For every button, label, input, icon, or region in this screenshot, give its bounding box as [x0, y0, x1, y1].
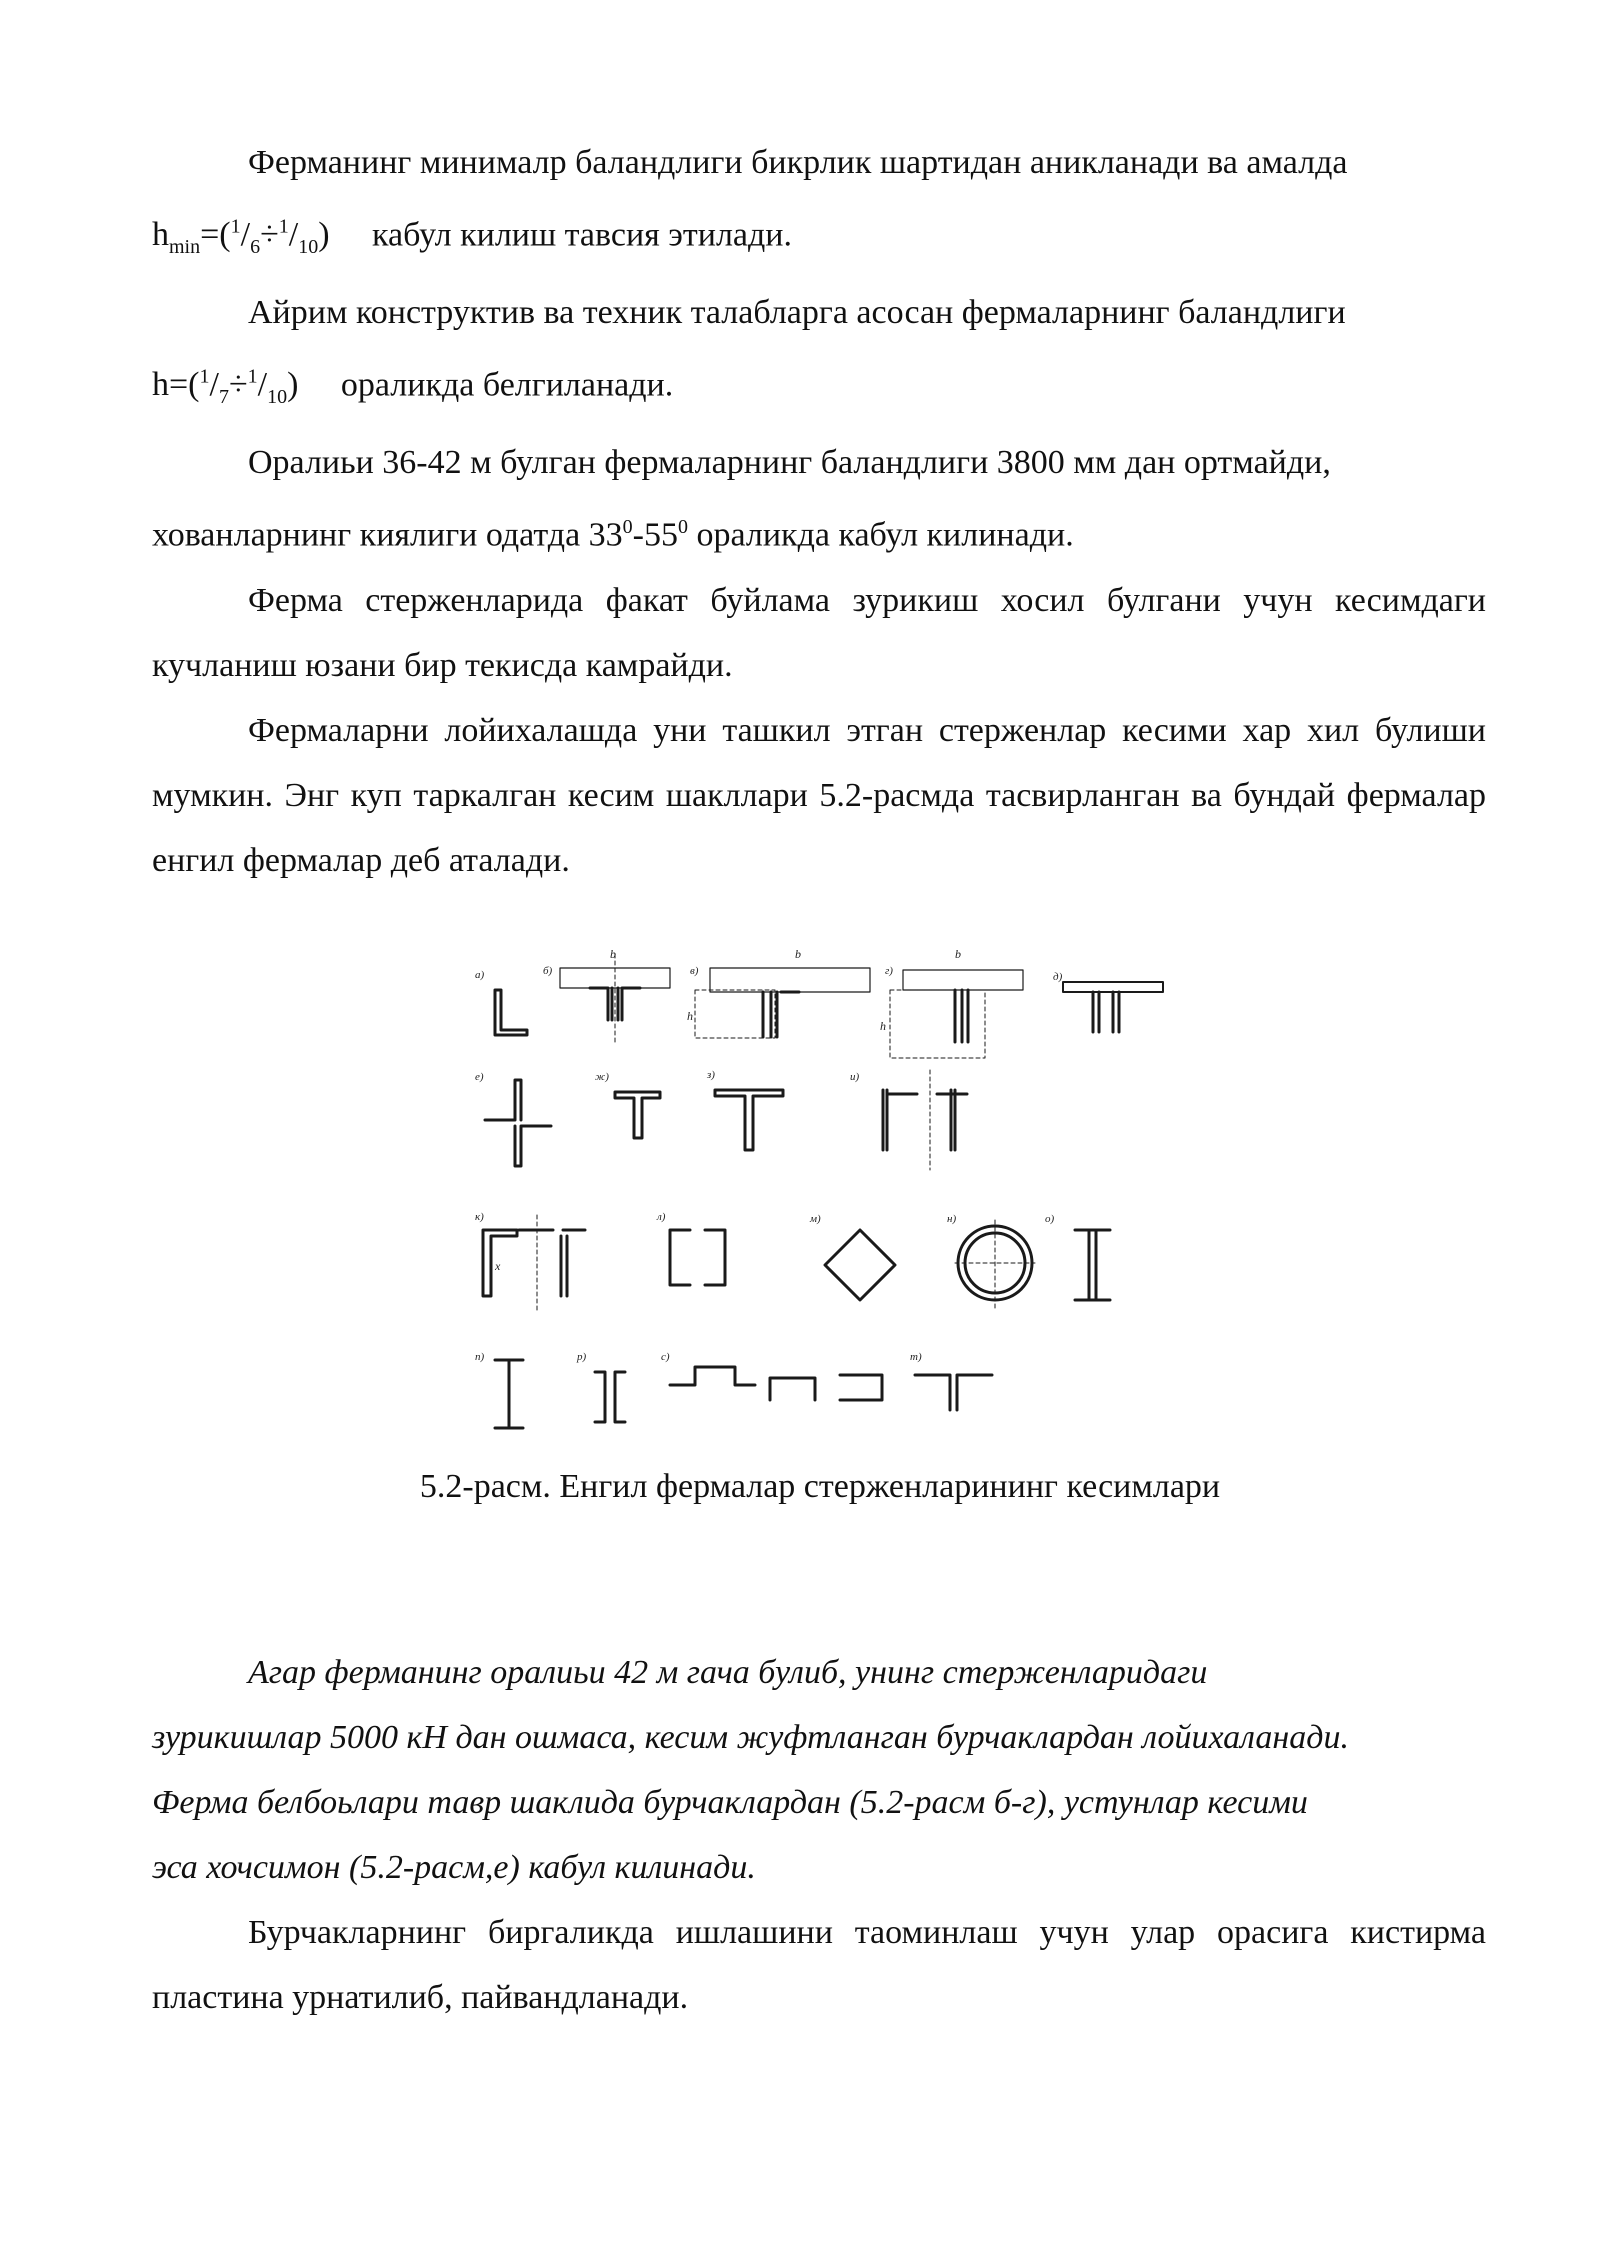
paragraph-1-line-1: Ферманинг минималр баландлиги бикрлик шартидан аникланади ва амалда — [248, 144, 1348, 181]
paragraph-4: Ферма стерженларида факат буйлама зурикиш хосил булгани учун кесимдаги кучланиш юзани бир текисда камрайди. — [152, 581, 1486, 684]
svg-text:ж): ж) — [595, 1071, 609, 1083]
svg-text:h: h — [880, 1019, 886, 1033]
svg-text:з): з) — [707, 1069, 715, 1081]
svg-text:с): с) — [661, 1351, 670, 1363]
figure-label: а) — [475, 969, 485, 981]
italic-line-1: Агар ферманинг оралиьи 42 м гача булиб, унинг стерженларидаги — [248, 1654, 1208, 1691]
svg-text:т): т) — [910, 1351, 922, 1363]
paragraph-1 — [152, 130, 1486, 280]
svg-text:h: h — [687, 1009, 693, 1023]
formula-h: $h=(^1/_7\div^1/_{10})$ — [152, 366, 299, 409]
svg-text:и): и) — [850, 1071, 860, 1083]
paragraph-2 — [152, 280, 1486, 430]
svg-text:в): в) — [690, 965, 699, 977]
figure-cross-sections — [465, 930, 1177, 1450]
svg-text:н): н) — [947, 1213, 957, 1225]
svg-text:о): о) — [1045, 1213, 1055, 1225]
document-page — [152, 130, 1486, 893]
formula-h-min: $h_{min}=(^1/_6\div^1/_{10})$ — [152, 216, 330, 259]
svg-text:п): п) — [475, 1351, 485, 1363]
svg-text:к): к) — [475, 1211, 484, 1223]
paragraph-2-line-1: Айрим конструктив ва техник талабларга асосан фермаларнинг баландлиги — [248, 294, 1346, 332]
svg-text:b: b — [795, 947, 801, 961]
document-page-lower — [152, 1640, 1486, 2030]
svg-text:b: b — [610, 947, 616, 961]
paragraph-5: Фермаларни лойихалашда уни ташкил этган стерженлар кесими хар хил булиши мумкин. Энг куп таркалган кесим шакллари 5.2-расмда тасвирланган ва бундай фермалар енгил фермалар деб аталади. — [152, 711, 1486, 879]
svg-text:б): б) — [543, 965, 553, 977]
svg-text:b: b — [955, 947, 961, 961]
paragraph-2-tail: ораликда белгиланади. — [340, 366, 674, 404]
paragraph-3: Оралиьи 36-42 м булган фермаларнинг баландлиги 3800 мм дан ортмайди, хованларнинг киялиги одатда $33^0-55^0$ ораликда кабул килинади. — [152, 444, 1331, 554]
svg-text:г): г) — [885, 965, 893, 977]
italic-line-4: эса хочсимон (5.2-расм,е) кабул килинади. — [152, 1849, 756, 1886]
paragraph-1-tail: кабул килиш тавсия этилади. — [372, 216, 793, 254]
italic-line-2: зурикишлар 5000 кН дан ошмаса, кесим жуфтланган бурчаклардан лойихаланади. — [152, 1719, 1349, 1756]
italic-line-3: Ферма белбоьлари тавр шаклида бурчаклардан (5.2-расм б-г), устунлар кесими — [152, 1784, 1308, 1821]
angle-section-a — [495, 990, 527, 1035]
svg-text:x: x — [495, 1259, 501, 1273]
svg-text:д): д) — [1053, 971, 1063, 983]
svg-text:е): е) — [475, 1071, 484, 1083]
svg-text:л): л) — [657, 1211, 666, 1223]
svg-text:р): р) — [577, 1351, 587, 1363]
italic-paragraph — [152, 1640, 1486, 1900]
figure-caption: 5.2-расм. Енгил фермалар стерженларининг кесимлари — [419, 1468, 1221, 1505]
last-paragraph: Бурчакларнинг биргаликда ишлашини таоминлаш учун улар орасига кистирма пластина урнатилиб, пайвандланади. — [152, 1914, 1486, 2016]
paragraph-3-line-1: Оралиьи 36-42 м булган фермаларнинг баландлиги 3800 мм дан ортмайди, — [248, 444, 1331, 482]
svg-text:м): м) — [810, 1213, 821, 1225]
